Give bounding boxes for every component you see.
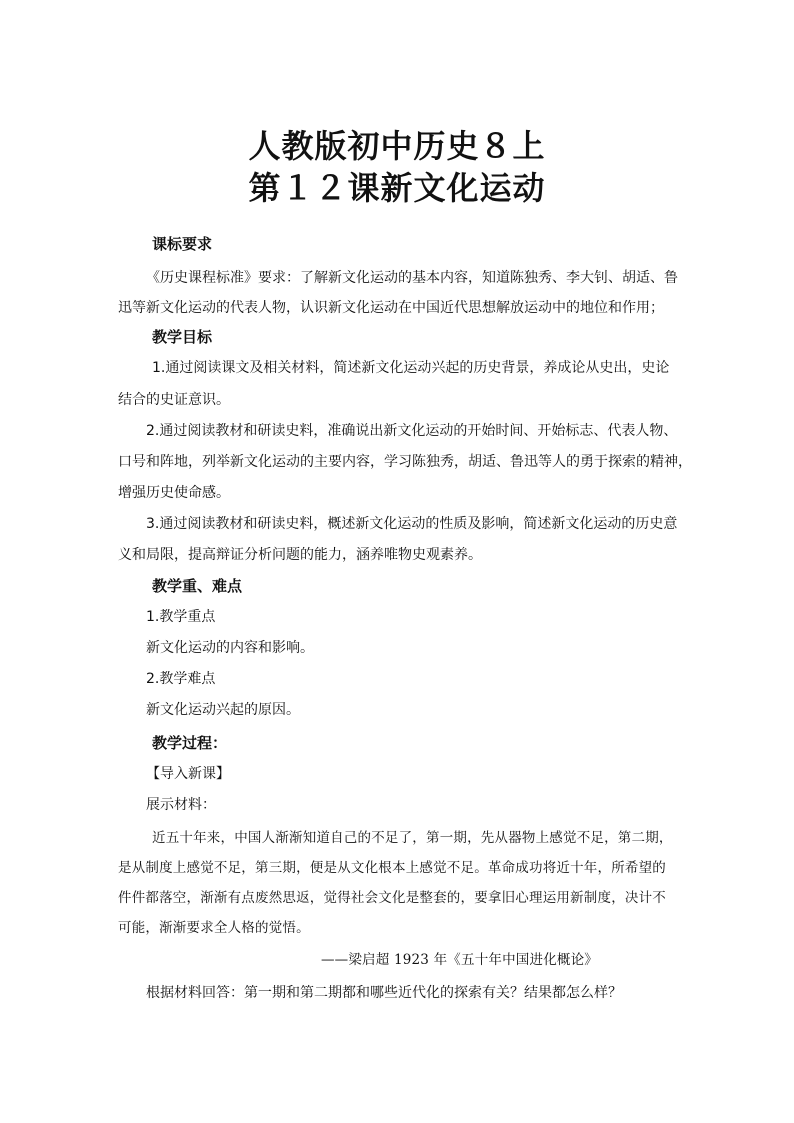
show-material-label: 展示材料： [146, 797, 216, 813]
document-title-line1: 人教版初中历史８上 [248, 127, 546, 165]
goal1-line2: 结合的史证意识。 [118, 392, 230, 408]
goal3-line1: 3.通过阅读教材和研读史料，概述新文化运动的性质及影响，简述新文化运动的历史意 [146, 516, 678, 532]
goal2-line3: 增强历史使命感。 [118, 485, 230, 501]
quote-line3: 件件都落空，渐渐有点废然思返，觉得社会文化是整套的，要拿旧心理运用新制度，决计不 [118, 890, 666, 906]
keypoints-heading: 教学重、难点 [152, 577, 243, 595]
goals-heading: 教学目标 [152, 328, 213, 346]
goal2-line2: 口号和阵地，列举新文化运动的主要内容，学习陈独秀，胡适、鲁迅等人的勇于探索的精神， [118, 454, 692, 470]
goal3-line2: 义和局限，提高辩证分析问题的能力，涵养唯物史观素养。 [118, 547, 482, 563]
key-point-text: 新文化运动的内容和影响。 [146, 640, 314, 656]
curriculum-heading: 课标要求 [152, 235, 213, 253]
quote-source: ——梁启超 1923 年《五十年中国进化概论》 [320, 952, 598, 968]
document-title-line2: 第１２课新文化运动 [248, 169, 546, 207]
process-heading: 教学过程： [152, 734, 228, 752]
curriculum-text-line2: 迅等新文化运动的代表人物，认识新文化运动在中国近代思想解放运动中的地位和作用； [118, 300, 664, 316]
quote-line1: 近五十年来，中国人渐渐知道自己的不足了，第一期，先从器物上感觉不足，第二期， [152, 830, 673, 846]
question-text: 根据材料回答：第一期和第二期都和哪些近代化的探索有关？结果都怎么样？ [146, 985, 622, 1001]
curriculum-text-line1: 《历史课程标准》要求：了解新文化运动的基本内容，知道陈独秀、李大钊、胡适、鲁 [146, 270, 678, 286]
difficult-point-text: 新文化运动兴起的原因。 [146, 702, 300, 718]
quote-line2: 是从制度上感觉不足，第三期，便是从文化根本上感觉不足。革命成功将近十年，所希望的 [118, 860, 666, 876]
key-point-label: 1.教学重点 [146, 609, 216, 625]
intro-label: 【导入新课】 [146, 766, 230, 782]
goal1-line1: 1.通过阅读课文及相关材料，简述新文化运动兴起的历史背景，养成论从史出，史论 [152, 360, 670, 376]
goal2-line1: 2.通过阅读教材和研读史料，准确说出新文化运动的开始时间、开始标志、代表人物、 [146, 423, 678, 439]
quote-line4: 可能，渐渐要求全人格的觉悟。 [118, 920, 310, 936]
difficult-point-label: 2.教学难点 [146, 671, 216, 687]
